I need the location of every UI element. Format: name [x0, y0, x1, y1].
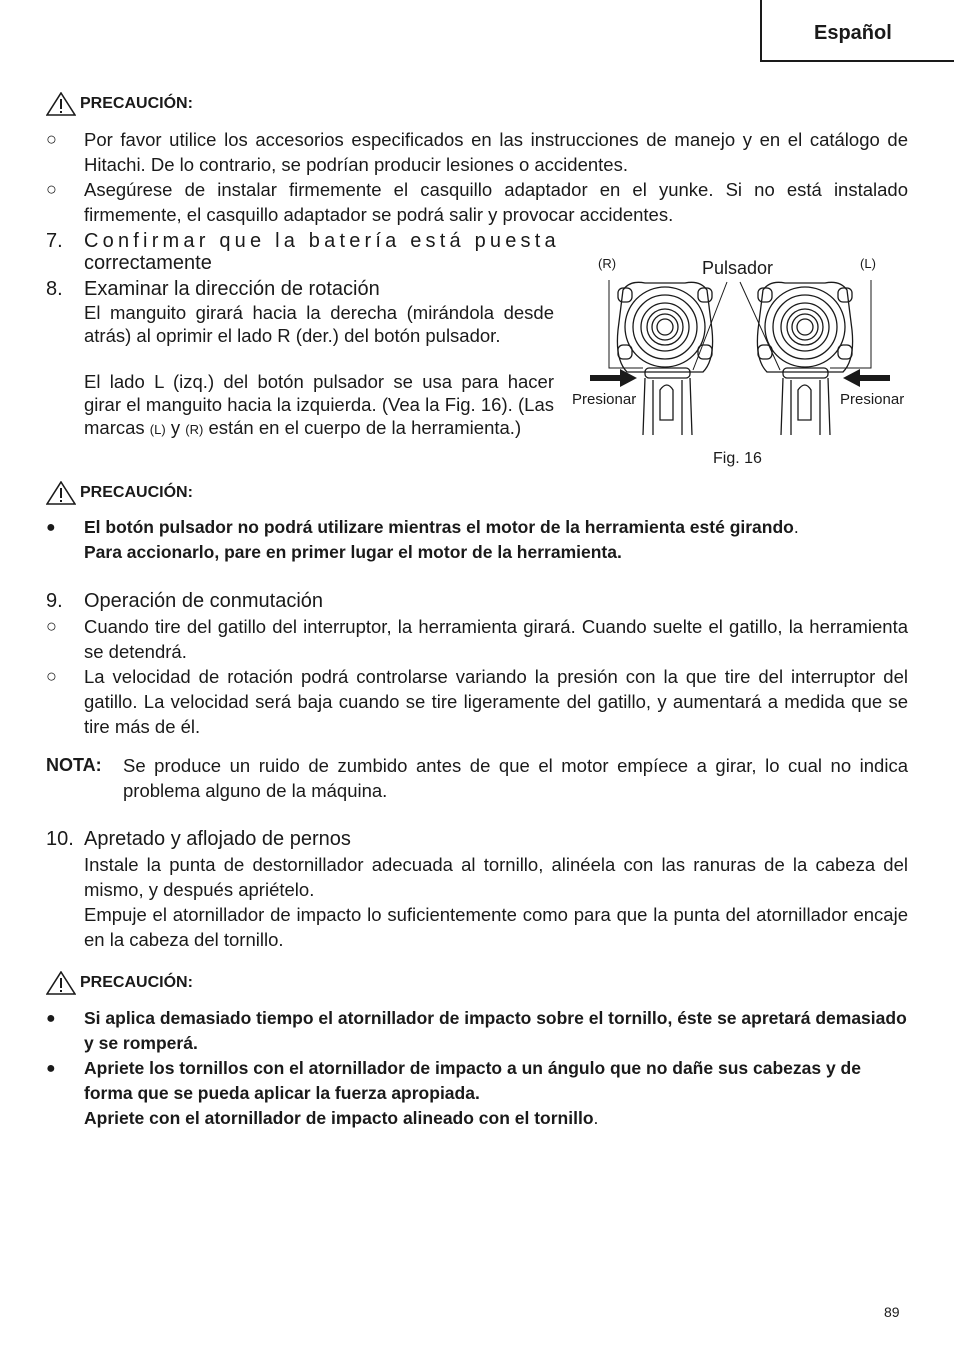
filled-bullet-icon: ● — [46, 1060, 56, 1077]
note-text: Se produce un ruido de zumbido antes de que el motor empíece a girar, lo cual no indica problema alguno de la máquina. — [123, 755, 908, 801]
step-title: Examinar la dirección de rotación — [84, 278, 380, 300]
circle-bullet-icon: ○ — [46, 666, 57, 686]
note-label: NOTA: — [46, 755, 102, 775]
step-paragraph: El manguito girará hacia la derecha (mirándola desde atrás) al oprimir el lado R (der.) del botón pulsador. — [84, 302, 554, 346]
caution-item-bold: Apriete los tornillos con el atornillador de impacto a un ángulo que no dañe sus cabezas y de forma que se pueda aplicar la fuerza apropiada. — [84, 1058, 861, 1103]
step-title: Apretado y aflojado de pernos — [84, 828, 351, 850]
step-title-continued: correctamente — [84, 252, 212, 274]
mark-r: R — [189, 422, 199, 437]
tool-left-view — [617, 282, 712, 435]
caution-label: PRECAUCIÓN: — [80, 974, 193, 991]
language-tab — [760, 0, 954, 62]
circle-bullet-icon: ○ — [46, 129, 57, 149]
warning-triangle-icon — [46, 92, 76, 116]
caution-item-bold: El botón pulsador no podrá utilizare mientras el motor de la herramienta esté girando. Para accionarlo, pare en primer lugar el motor de la herramienta. — [84, 517, 799, 562]
step-title: Confirmar que la batería está puesta — [84, 230, 560, 252]
step-number: 7. — [46, 230, 63, 252]
figure-caption: Fig. 16 — [713, 450, 762, 467]
caution-label: PRECAUCIÓN: — [80, 484, 193, 501]
caution-heading — [46, 971, 193, 995]
step-item: La velocidad de rotación podrá controlarse variando la presión con la que tire del interruptor del gatillo. La velocidad será baja cuando se tire ligeramente del gatillo, y aumentará a medida que se tire más de él. — [84, 666, 908, 737]
caution-item-bold: Si aplica demasiado tiempo el atornillador de impacto sobre el tornillo, éste se apretará demasiado y se romperá. — [84, 1008, 907, 1053]
page-number: 89 — [884, 1304, 900, 1320]
tool-right-view — [757, 282, 852, 435]
caution-heading — [46, 92, 193, 116]
caution-item: Por favor utilice los accesorios especificados en las instrucciones de manejo y en el catálogo de Hitachi. De lo contrario, se podrían producir lesiones o accidentes. — [84, 129, 908, 175]
filled-bullet-icon: ● — [46, 519, 56, 536]
mark-r-label: (R) — [598, 256, 617, 271]
filled-bullet-icon: ● — [46, 1010, 56, 1027]
step-paragraph: Empuje el atornillador de impacto lo suficientemente como para que la punta del atornillador encaje en la cabeza del tornillo. — [84, 904, 908, 950]
press-label-left: Presionar — [572, 391, 637, 408]
warning-triangle-icon — [46, 481, 76, 505]
step-paragraph: El lado L (izq.) del botón pulsador se usa para hacer girar el manguito hacia la izquierda. (Vea la Fig. 16). (Las marcas (L) y (R) están en el cuerpo de la herramienta.) — [84, 371, 554, 438]
step-paragraph: Instale la punta de destornillador adecuada al tornillo, alinéela con las ranuras de la cabeza del mismo, y después apriételo. — [84, 854, 908, 900]
press-label-right: Presionar — [840, 391, 905, 408]
step-title: Operación de conmutación — [84, 590, 324, 612]
mark-l-label: (L) — [860, 256, 876, 271]
press-arrow-right-icon — [843, 369, 890, 387]
caution-extra-bold: Apriete con el atornillador de impacto alineado con el tornillo. — [84, 1108, 599, 1128]
circle-bullet-icon: ○ — [46, 616, 57, 636]
warning-triangle-icon — [46, 971, 76, 995]
step-number: 8. — [46, 278, 63, 300]
caution-label: PRECAUCIÓN: — [80, 95, 193, 112]
mark-l: L — [154, 422, 162, 437]
step-number: 10. — [46, 828, 74, 850]
caution-item: Asegúrese de instalar firmemente el casquillo adaptador en el yunke. Si no está instalado firmemente, el casquillo adaptador se podrá salir y provocar accidentes. — [84, 179, 908, 225]
button-label: Pulsador — [702, 258, 774, 278]
circle-bullet-icon: ○ — [46, 179, 57, 199]
caution-heading — [46, 481, 193, 505]
step-number: 9. — [46, 590, 63, 612]
language-label: Español — [814, 22, 892, 44]
step-item: Cuando tire del gatillo del interruptor, la herramienta girará. Cuando suelte el gatillo, la herramienta se detendrá. — [84, 616, 908, 662]
